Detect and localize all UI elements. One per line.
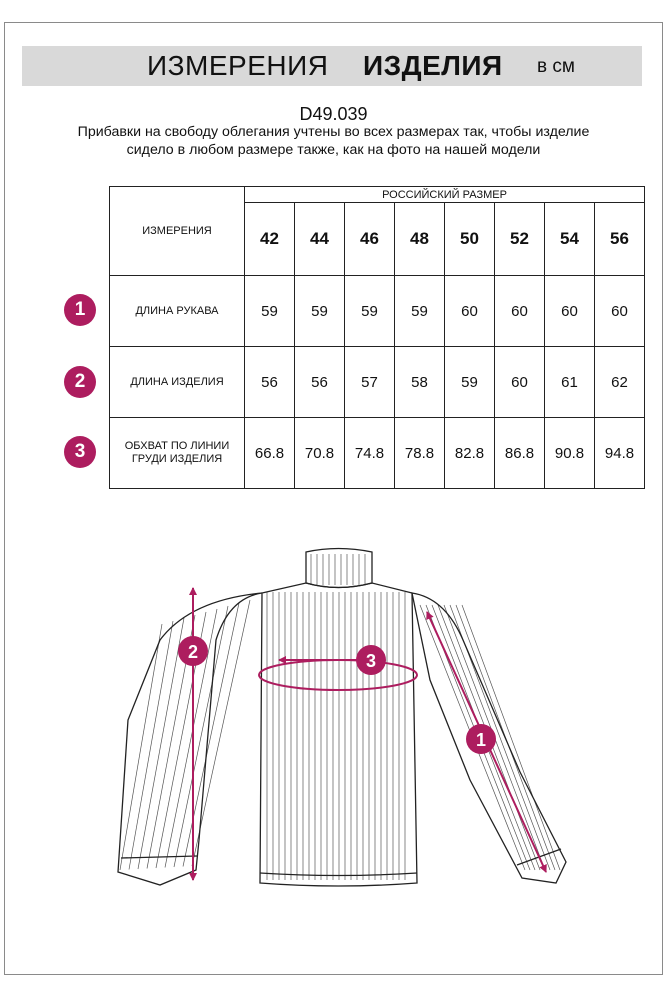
row-label-sleeve-length: ДЛИНА РУКАВА	[110, 276, 245, 347]
table-cell: 59	[445, 347, 495, 418]
left-cuff-line	[121, 856, 197, 858]
table-cell: 74.8	[345, 418, 395, 489]
table-cell: 59	[295, 276, 345, 347]
hem-line	[260, 873, 417, 876]
size-header: 56	[595, 203, 645, 276]
size-header: 44	[295, 203, 345, 276]
table-cell: 60	[445, 276, 495, 347]
rib-line	[129, 621, 173, 870]
table-cell: 60	[545, 276, 595, 347]
table-cell: 60	[595, 276, 645, 347]
title-unit: в см	[537, 56, 575, 77]
badge-chest-girth: 3	[64, 436, 96, 468]
table-cell: 58	[395, 347, 445, 418]
size-header: 46	[345, 203, 395, 276]
badge-garment-length: 2	[64, 366, 96, 398]
size-header: 54	[545, 203, 595, 276]
badge-sleeve-length: 1	[64, 294, 96, 326]
table-cell: 78.8	[395, 418, 445, 489]
size-header: 42	[245, 203, 295, 276]
table-cell: 62	[595, 347, 645, 418]
fit-note: Прибавки на свободу облегания учтены во всех размерах так, чтобы изделие сидело в любом размере также, как на фото на нашей модели	[77, 124, 590, 158]
size-header: 50	[445, 203, 495, 276]
size-header: 52	[495, 203, 545, 276]
title-product: ИЗДЕЛИЯ	[363, 50, 503, 81]
table-cell: 70.8	[295, 418, 345, 489]
marker-sleeve-label: 1	[475, 730, 487, 750]
table-cell: 61	[545, 347, 595, 418]
table-cell: 56	[295, 347, 345, 418]
marker-chest	[356, 645, 386, 675]
rib-line	[138, 618, 184, 869]
sweater-body	[260, 583, 417, 886]
product-code: D49.039	[299, 104, 368, 124]
table-cell: 66.8	[245, 418, 295, 489]
turtleneck-collar	[306, 549, 372, 588]
table-cell: 56	[245, 347, 295, 418]
marker-chest-label: 3	[365, 651, 377, 671]
table-cell: 59	[395, 276, 445, 347]
table-cell: 94.8	[595, 418, 645, 489]
table-cell: 82.8	[445, 418, 495, 489]
marker-length	[178, 636, 208, 666]
corner-label: ИЗМЕРЕНИЯ	[110, 187, 245, 276]
table-cell: 59	[345, 276, 395, 347]
rib-texture	[120, 554, 560, 880]
table-cell: 60	[495, 347, 545, 418]
table-cell: 59	[245, 276, 295, 347]
table-cell: 57	[345, 347, 395, 418]
table-cell: 90.8	[545, 418, 595, 489]
table-cell: 60	[495, 276, 545, 347]
size-header: 48	[395, 203, 445, 276]
marker-length-label: 2	[187, 642, 199, 662]
title-measurements: ИЗМЕРЕНИЯ	[147, 50, 329, 81]
marker-sleeve	[466, 724, 496, 754]
row-label-chest-girth: ОБХВАТ ПО ЛИНИИ ГРУДИ ИЗДЕЛИЯ	[110, 418, 245, 489]
row-label-garment-length: ДЛИНА ИЗДЕЛИЯ	[110, 347, 245, 418]
size-system-header: РОССИЙСКИЙ РАЗМЕР	[245, 187, 645, 203]
table-cell: 86.8	[495, 418, 545, 489]
